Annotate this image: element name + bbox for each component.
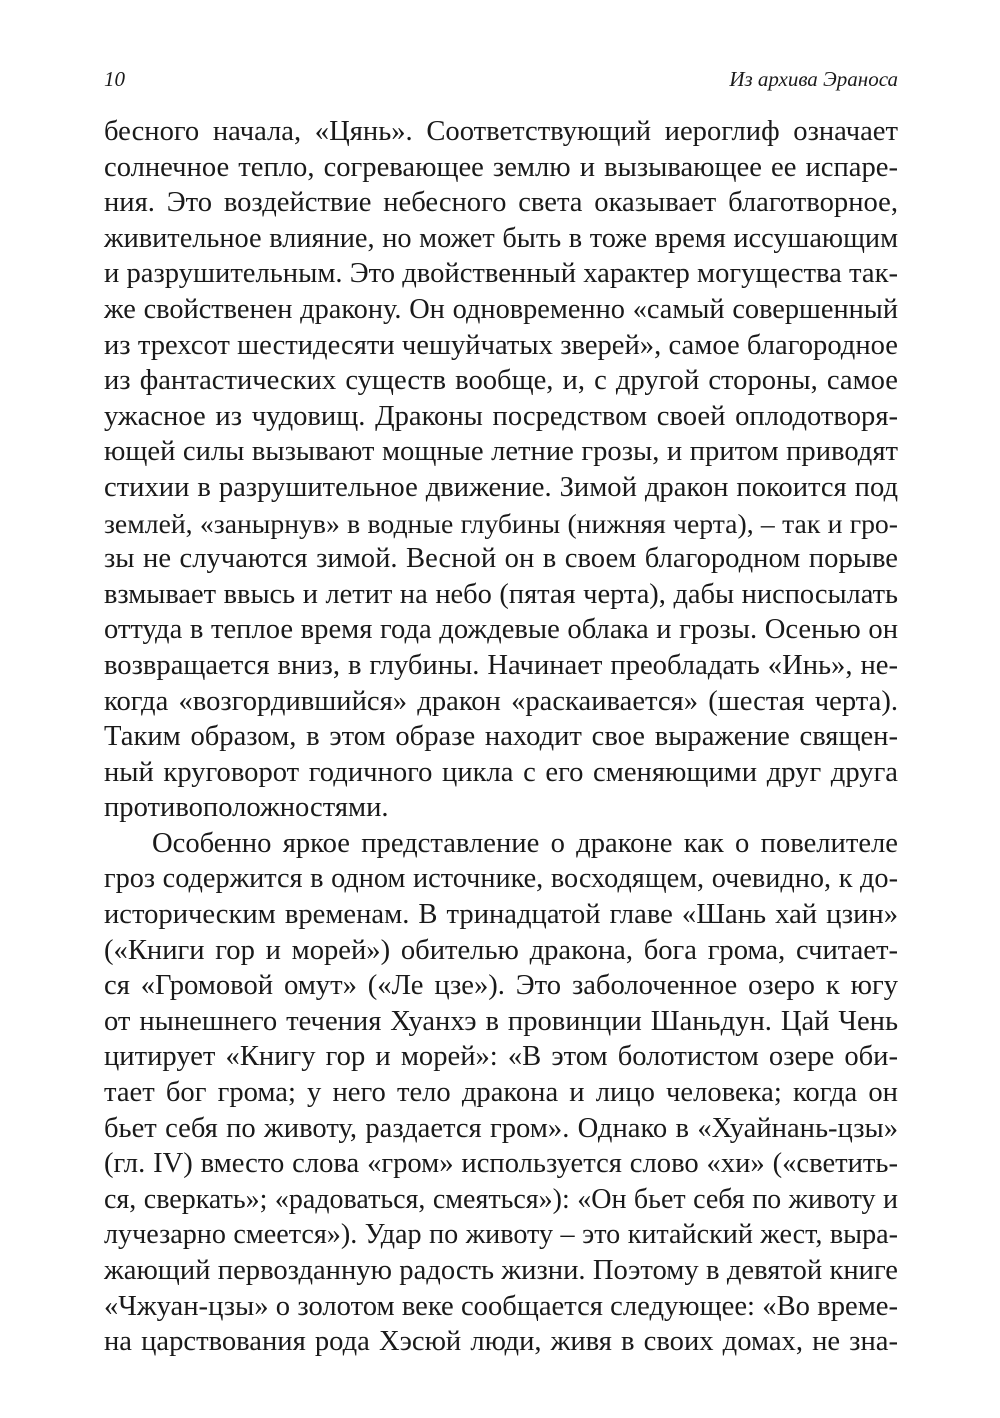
text-line: стихии в разрушительное движение. Зимой дракон покоится под: [104, 471, 898, 503]
text-line: бесного начала, «Цянь». Соответствующий иероглиф означает: [104, 116, 898, 147]
text-line: цитирует «Книгу гор и морей»: «В этом болотистом озере оби-: [104, 1041, 898, 1073]
text-line: когда «возгордившийся» дракон «раскаивается» (шестая черта).: [104, 685, 898, 717]
running-title: Из архива Эраноса: [729, 67, 898, 91]
text-line: лучезарно смеется»). Удар по животу – это китайский жест, выра-: [104, 1219, 898, 1251]
text-line: ужасное из чудовищ. Драконы посредством своей оплодотворя-: [104, 400, 898, 432]
text-line: «Чжуан-цзы» о золотом веке сообщается следующее: «Во време-: [104, 1290, 898, 1322]
page-number: 10: [104, 67, 125, 91]
text-line: ся, сверкать»; «радоваться, смеяться»): «Он бьет себя по животу и: [104, 1183, 898, 1215]
text-line: («Книги гор и морей») обителью дракона, бога грома, считает-: [104, 934, 898, 966]
text-line: на царствования рода Хэсюй люди, живя в своих домах, не зна-: [104, 1326, 898, 1358]
text-line: бьет себя по животу, раздается гром». Однако в «Хуайнань-цзы»: [104, 1112, 898, 1144]
text-line: и разрушительным. Это двойственный характер могущества так-: [104, 258, 898, 290]
text-line: из трехсот шестидесяти чешуйчатых зверей», самое благородное: [104, 329, 898, 361]
running-head: [104, 64, 898, 94]
text-line: солнечное тепло, согревающее землю и вызывающее ее испаре-: [104, 151, 898, 183]
text-line: же свойственен дракону. Он одновременно «самый совершенный: [104, 293, 898, 325]
body-text: [104, 114, 898, 1360]
text-line: возвращается вниз, в глубины. Начинает преобладать «Инь», не-: [104, 649, 898, 681]
text-line: живительное влияние, но может быть в тоже время иссушающим: [104, 222, 898, 254]
text-line: из фантастических существ вообще, и, с другой стороны, самое: [104, 365, 898, 397]
text-line: оттуда в теплое время года дождевые облака и грозы. Осенью он: [104, 614, 898, 646]
text-line: землей, «занырнув» в водные глубины (нижняя черта), – так и гро-: [104, 507, 898, 539]
text-line: взмывает ввысь и летит на небо (пятая черта), дабы ниспосылать: [104, 578, 898, 610]
text-line: ный круговорот годичного цикла с его сменяющими друг друга: [104, 756, 898, 788]
text-line: Таким образом, в этом образе находит свое выражение священ-: [104, 721, 898, 753]
paragraph-end-line: противоположностями.: [104, 792, 389, 824]
text-line: жающий первозданную радость жизни. Поэтому в девятой книге: [104, 1255, 898, 1286]
text-line: (гл. IV) вместо слова «гром» используется слово «хи» («светить-: [104, 1148, 898, 1180]
text-line: ся «Громовой омут» («Ле цзе»). Это заболоченное озеро к югу: [104, 970, 898, 1002]
text-line: от нынешнего течения Хуанхэ в провинции Шаньдун. Цай Чень: [104, 1005, 898, 1037]
paragraph-first-line: Особенно яркое представление о драконе как о повелителе: [152, 827, 898, 859]
text-line: ющей силы вызывают мощные летние грозы, и притом приводят: [104, 436, 898, 468]
text-line: гроз содержится в одном источнике, восходящем, очевидно, к до-: [104, 863, 898, 895]
text-line: ния. Это воздействие небесного света оказывает благотворное,: [104, 187, 898, 219]
text-line: зы не случаются зимой. Весной он в своем благородном порыве: [104, 543, 898, 575]
text-line: тает бог грома; у него тело дракона и лицо человека; когда он: [104, 1077, 898, 1109]
text-line: историческим временам. В тринадцатой главе «Шань хай цзин»: [104, 899, 898, 931]
